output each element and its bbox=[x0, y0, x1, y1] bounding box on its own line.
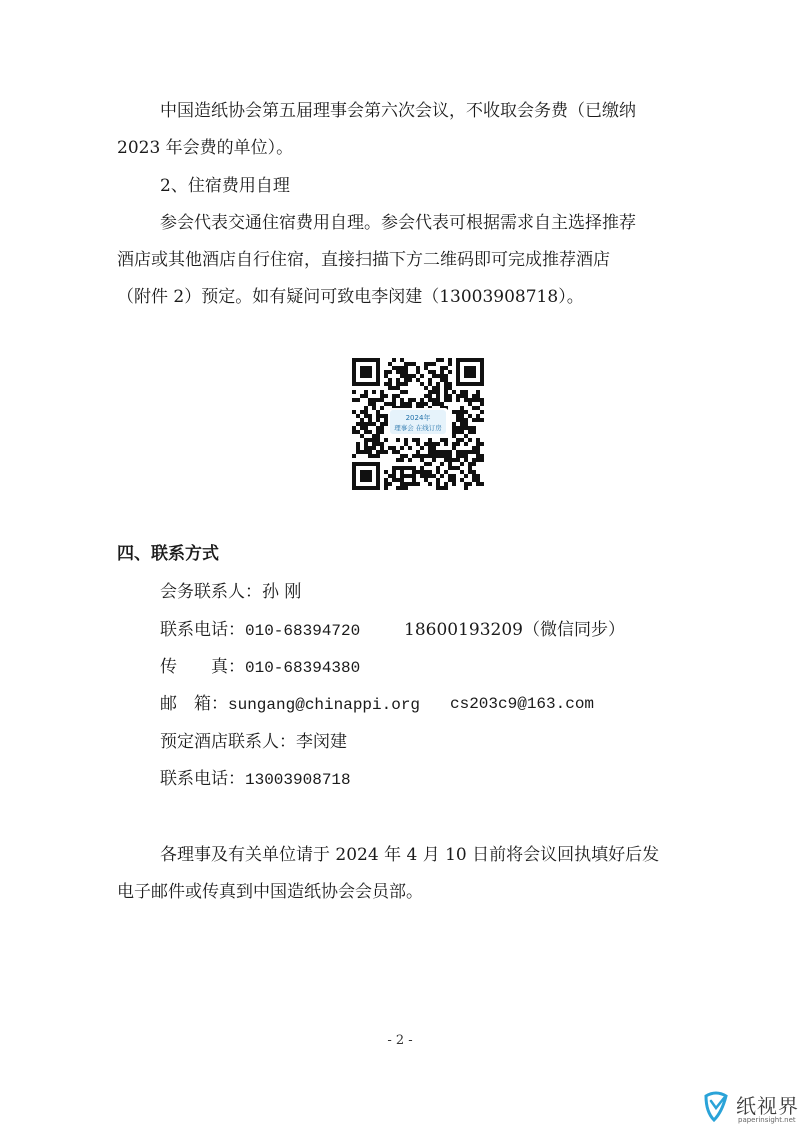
hotel-phone-label: 联系电话： bbox=[160, 769, 245, 789]
qr-finder-bottom-left bbox=[352, 462, 380, 490]
contact-phone-row bbox=[160, 619, 360, 642]
page-number: - 2 - bbox=[387, 1033, 413, 1048]
qr-badge-line-2: 理事会 在线订房 bbox=[394, 424, 442, 432]
section-2-heading: 2、住宿费用自理 bbox=[160, 176, 290, 196]
hotel-phone-number: 13003908718 bbox=[245, 771, 351, 789]
watermark-url: paperinsight.net bbox=[738, 1116, 796, 1124]
qr-finder-top-left bbox=[352, 358, 380, 386]
hotel-contact-name: 李闵建 bbox=[296, 732, 347, 752]
paragraph-1-line-2: 2023 年会费的单位）。 bbox=[117, 138, 294, 158]
contact-person-label: 会务联系人： bbox=[160, 582, 262, 602]
paragraph-2-line-2: 酒店或其他酒店自行住宿，直接扫描下方二维码即可完成推荐酒店 bbox=[117, 250, 610, 270]
paragraph-1-line-1: 中国造纸协会第五届理事会第六次会议，不收取会务费（已缴纳 bbox=[160, 101, 636, 121]
qr-badge-line-1: 2024年 bbox=[405, 414, 431, 422]
contact-email-2[interactable]: cs203c9@163.com bbox=[450, 695, 595, 713]
contact-fax-number: 010-68394380 bbox=[245, 659, 361, 677]
paragraph-2-line-3: （附件 2）预定。如有疑问可致电李闵建（13003908718）。 bbox=[117, 287, 584, 307]
contact-fax-row bbox=[160, 656, 360, 679]
contact-email-label: 邮 箱： bbox=[160, 694, 228, 714]
contact-phone-2: 18600193209（微信同步） bbox=[404, 620, 625, 640]
hotel-contact-row bbox=[160, 731, 347, 753]
contact-section-heading: 四、联系方式 bbox=[117, 544, 219, 564]
contact-email-row bbox=[160, 693, 420, 716]
contact-fax-label: 传 真： bbox=[160, 657, 245, 677]
contact-person-row bbox=[160, 581, 301, 603]
hotel-contact-label: 预定酒店联系人： bbox=[160, 732, 296, 752]
watermark-brand-text: 纸视界 bbox=[736, 1094, 799, 1118]
hotel-booking-qr-code bbox=[350, 356, 486, 492]
contact-phone-1: 010-68394720 bbox=[245, 622, 361, 640]
contact-phone-label: 联系电话： bbox=[160, 620, 245, 640]
qr-finder-top-right bbox=[456, 358, 484, 386]
closing-line-2: 电子邮件或传真到中国造纸协会会员部。 bbox=[117, 882, 423, 902]
contact-email-1[interactable]: sungang@chinappi.org bbox=[228, 696, 421, 714]
contact-person-name: 孙 刚 bbox=[262, 582, 302, 602]
closing-line-1: 各理事及有关单位请于 2024 年 4 月 10 日前将会议回执填好后发 bbox=[160, 845, 660, 865]
hotel-phone-row bbox=[160, 768, 351, 791]
paragraph-2-line-1: 参会代表交通住宿费用自理。参会代表可根据需求自主选择推荐 bbox=[160, 213, 636, 233]
